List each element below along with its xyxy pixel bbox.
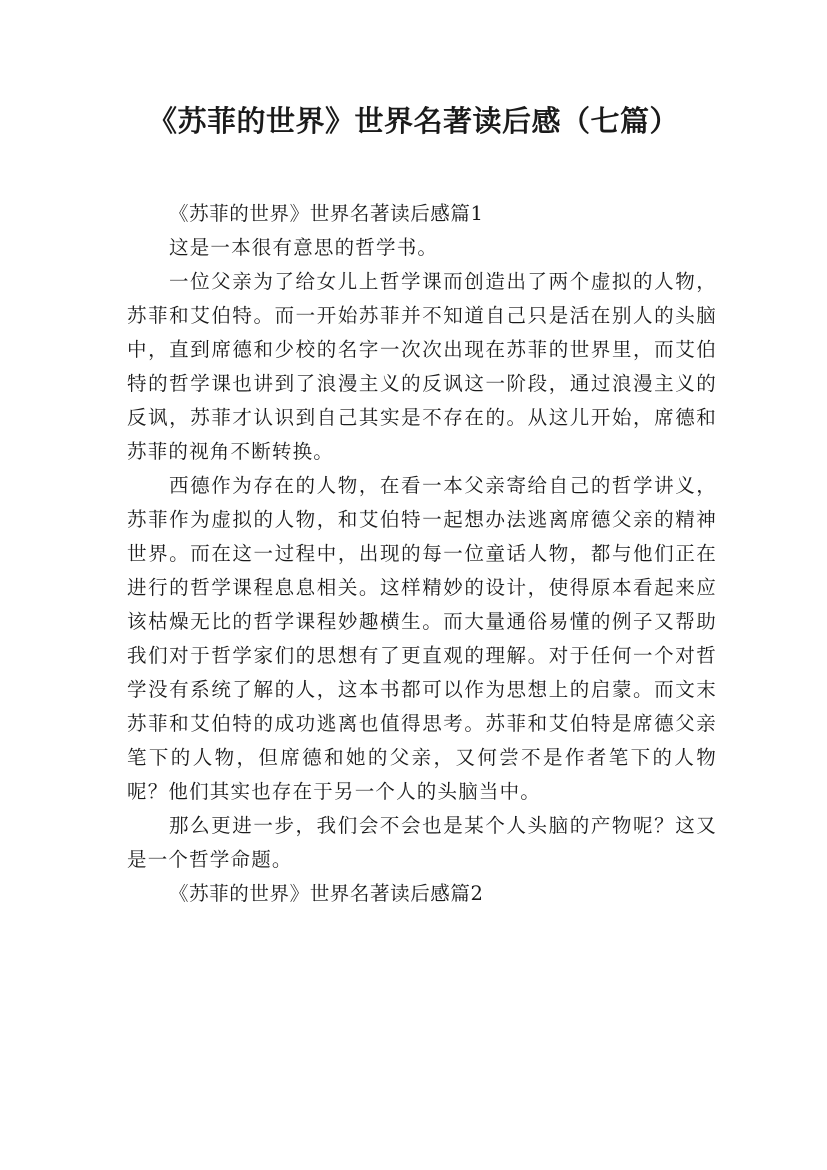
paragraph-1: 这是一本很有意思的哲学书。	[169, 236, 439, 259]
section-heading-1: 《苏菲的世界》世界名著读后感篇1	[169, 202, 484, 225]
paragraph-4: 那么更进一步，我们会不会也是某个人头脑的产物呢？这又是一个哲学命题。	[127, 814, 717, 871]
document-title: 《苏菲的世界》世界名著读后感（七篇）	[147, 104, 679, 138]
paragraph-2: 一位父亲为了给女儿上哲学课而创造出了两个虚拟的人物，苏菲和艾伯特。而一开始苏菲并不知道自己只是活在别人的头脑中，直到席德和少校的名字一次次出现在苏菲的世界里，而艾伯特的哲学课也讲到了浪漫主义的反讽这一阶段，通过浪漫主义的反讽，苏菲才认识到自己其实是不存在的。从这儿开始，席德和苏菲的视角不断转换。	[127, 270, 717, 463]
paragraph-3: 西德作为存在的人物，在看一本父亲寄给自己的哲学讲义，苏菲作为虚拟的人物，和艾伯特一起想办法逃离席德父亲的精神世界。而在这一过程中，出现的每一位童话人物，都与他们正在进行的哲学课程息息相关。这样精妙的设计，使得原本看起来应该枯燥无比的哲学课程妙趣横生。而大量通俗易懂的例子又帮助我们对于哲学家们的思想有了更直观的理解。对于任何一个对哲学没有系统了解的人，这本书都可以作为思想上的启蒙。而文末苏菲和艾伯特的成功逃离也值得思考。苏菲和艾伯特是席德父亲笔下的人物，但席德和她的父亲，又何尝不是作者笔下的人物呢？他们其实也存在于另一个人的头脑当中。	[127, 474, 717, 803]
document-body	[127, 197, 717, 911]
section-heading-2: 《苏菲的世界》世界名著读后感篇2	[169, 882, 484, 905]
